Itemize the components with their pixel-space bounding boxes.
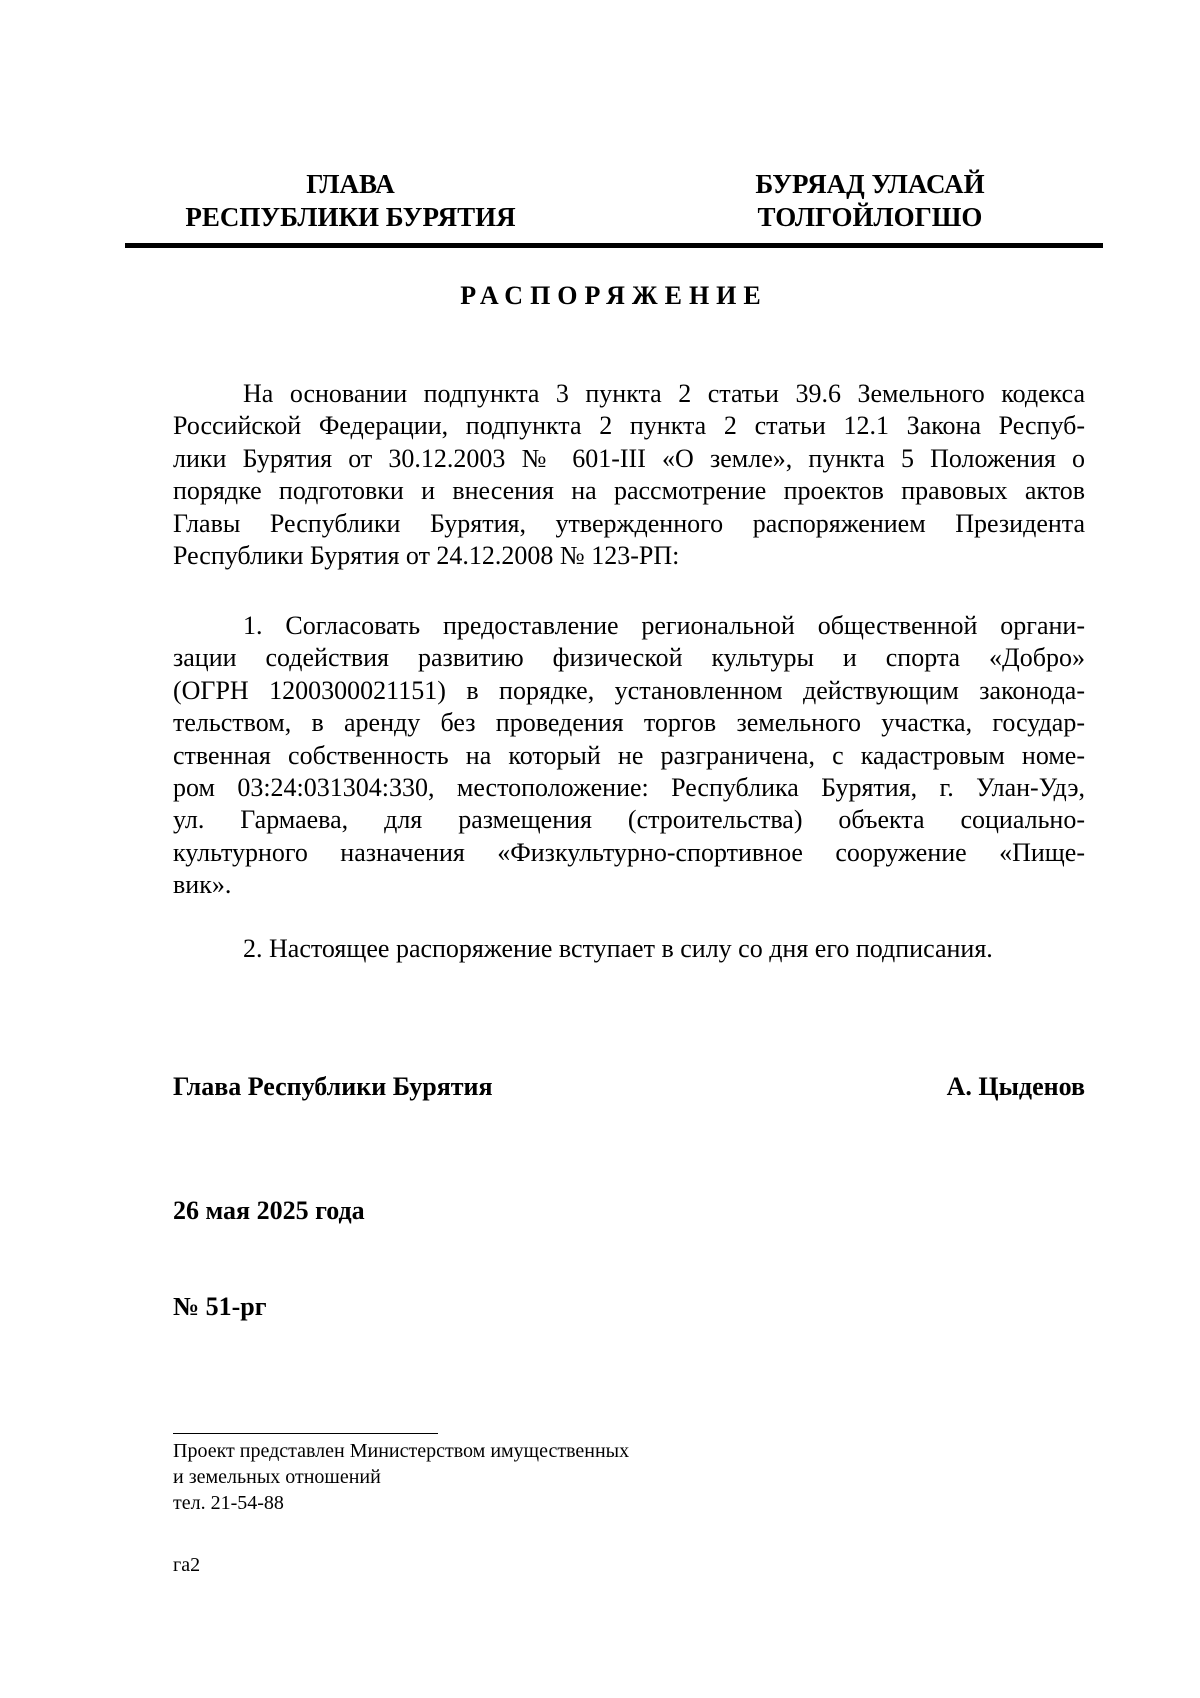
footnote-phone: тел. 21-54-88 bbox=[173, 1492, 284, 1514]
paragraph-line: ром 03:24:031304:330, местоположение: Республика Бурятия, г. Улан-Удэ, bbox=[173, 772, 1085, 802]
header-right bbox=[740, 168, 1000, 234]
paragraph-line: На основании подпункта 3 пункта 2 статьи 39.6 Земельного кодекса bbox=[243, 379, 1085, 408]
document-date: 26 мая 2025 года bbox=[173, 1196, 365, 1225]
paragraph-line: Главы Республики Бурятия, утвержденного распоряжением Президента bbox=[173, 508, 1085, 538]
paragraph-line: зации содействия развитию физической культуры и спорта «Добро» bbox=[173, 643, 1085, 673]
document-code: га2 bbox=[173, 1554, 201, 1576]
header-divider bbox=[125, 243, 1103, 248]
header-right-line-1: БУРЯАД УЛАСАЙ bbox=[755, 169, 985, 199]
footnote-divider bbox=[173, 1433, 438, 1434]
paragraph-line: (ОГРН 1200300021151) в порядке, установленном действующим законода- bbox=[173, 675, 1085, 705]
footnote bbox=[173, 1438, 629, 1516]
paragraph-line: 1. Согласовать предоставление региональной общественной органи- bbox=[243, 611, 1085, 640]
paragraph-line: ственная собственность на который не разграничена, с кадастровым номе- bbox=[173, 740, 1085, 770]
footnote-line: и земельных отношений bbox=[173, 1466, 381, 1488]
paragraph-line: вик». bbox=[173, 870, 232, 900]
paragraph-line: культурного назначения «Физкультурно-спортивное сооружение «Пище- bbox=[173, 837, 1085, 867]
preamble-paragraph bbox=[173, 378, 1085, 572]
header-left bbox=[173, 168, 528, 234]
header-left-line-2: РЕСПУБЛИКИ БУРЯТИЯ bbox=[185, 202, 516, 232]
header-left-line-1: ГЛАВА bbox=[306, 169, 395, 199]
paragraph-line: тельством, в аренду без проведения торгов земельного участка, государ- bbox=[173, 708, 1085, 738]
paragraph-line: ул. Гармаева, для размещения (строительства) объекта социально- bbox=[173, 805, 1085, 835]
footnote-line: Проект представлен Министерством имущественных bbox=[173, 1440, 630, 1462]
document-number: № 51-рг bbox=[173, 1292, 267, 1321]
paragraph-line: лики Бурятия от 30.12.2003 № 601-III «О земле», пункта 5 Положения о bbox=[173, 443, 1085, 473]
signatory-name: А. Цыденов bbox=[946, 1072, 1085, 1101]
item-1-paragraph bbox=[173, 610, 1085, 902]
paragraph-line: 2. Настоящее распоряжение вступает в силу со дня его подписания. bbox=[243, 934, 993, 963]
document-title: РАСПОРЯЖЕНИЕ bbox=[460, 281, 768, 310]
paragraph-line: Российской Федерации, подпункта 2 пункта 2 статьи 12.1 Закона Респуб- bbox=[173, 411, 1085, 441]
item-2-paragraph bbox=[173, 933, 1085, 965]
header-right-line-2: ТОЛГОЙЛОГШО bbox=[757, 202, 983, 232]
paragraph-line: Республики Бурятия от 24.12.2008 № 123-РП: bbox=[173, 540, 680, 570]
signatory-position: Глава Республики Бурятия bbox=[173, 1072, 493, 1101]
paragraph-line: порядке подготовки и внесения на рассмотрение проектов правовых актов bbox=[173, 476, 1085, 506]
